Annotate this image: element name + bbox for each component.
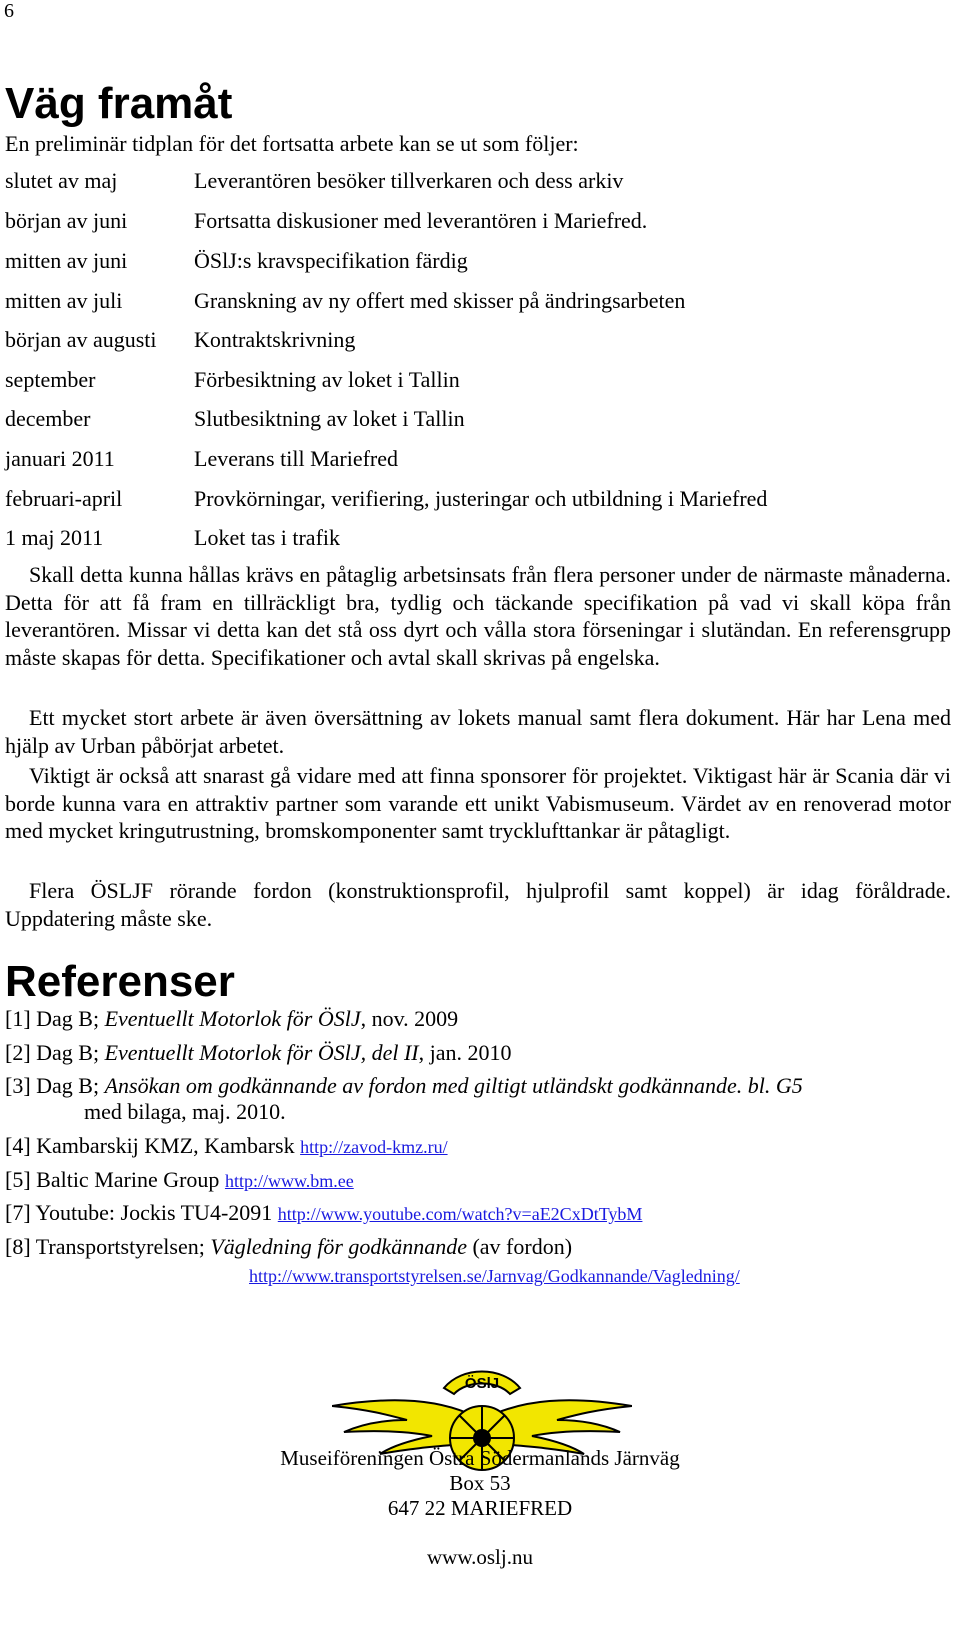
reference-7: [7] Youtube: Jockis TU4-2091 http://www.youtube.com/watch?v=aE2CxDtTybM xyxy=(5,1200,643,1225)
schedule-activity: Fortsatta diskusioner med leverantören i Mariefred. xyxy=(194,208,648,233)
reference-2: [2] Dag B; Eventuellt Motorlok för ÖSlJ, del II, jan. 2010 xyxy=(5,1040,512,1065)
reference-8-link[interactable]: http://www.transportstyrelsen.se/Jarnvag/Godkannande/Vagledning/ xyxy=(249,1266,740,1286)
reference-8-title: Vägledning för godkännande xyxy=(210,1234,467,1259)
reference-5-link[interactable]: http://www.bm.ee xyxy=(224,1171,354,1191)
paragraph-1 xyxy=(5,561,951,671)
schedule-when: 1 maj 2011 xyxy=(5,525,104,550)
schedule-when: mitten av juli xyxy=(5,288,123,313)
paragraph-3-text: Viktigt är också att snarast gå vidare med att finna sponsorer för projektet. Viktigast här är Scania där vi borde kunna vara en attraktiv partner som varande ett unikt Vabismuseum. Värdet av en renoverad motor med mycket kringutrustning, bromskomponenter samt trycklufttankar är påtagligt. xyxy=(5,763,951,843)
reference-3: [3] Dag B; Ansökan om godkännande av fordon med giltigt utländskt godkännande. bl. G5 xyxy=(5,1073,803,1098)
schedule-activity: Förbesiktning av loket i Tallin xyxy=(194,367,460,392)
schedule-activity: Leverantören besöker tillverkaren och dess arkiv xyxy=(194,168,624,193)
reference-4: [4] Kambarskij KMZ, Kambarsk http://zavod-kmz.ru/ xyxy=(5,1133,448,1158)
paragraph-2 xyxy=(5,704,951,759)
footer-web[interactable]: www.oslj.nu xyxy=(427,1545,533,1569)
paragraph-2-text: Ett mycket stort arbete är även översättning av lokets manual samt flera dokument. Här har Lena med hjälp av Urban påbörjat arbetet. xyxy=(5,705,951,758)
reference-7-link[interactable]: http://www.youtube.com/watch?v=aE2CxDtTybM xyxy=(277,1204,643,1224)
footer-box: Box 53 xyxy=(449,1471,511,1495)
section-heading-vag-framat: Väg framåt xyxy=(5,79,233,128)
reference-1: [1] Dag B; Eventuellt Motorlok för ÖSlJ, nov. 2009 xyxy=(5,1006,459,1031)
section-heading-referenser: Referenser xyxy=(5,957,235,1006)
schedule-when: december xyxy=(5,406,91,431)
schedule-when: januari 2011 xyxy=(5,446,115,471)
paragraph-3 xyxy=(5,762,951,845)
schedule-activity: Provkörningar, verifiering, justeringar och utbildning i Mariefred xyxy=(194,486,768,511)
logo-text: ÖSlJ xyxy=(464,1375,500,1392)
intro-text: En preliminär tidplan för det fortsatta arbete kan se ut som följer: xyxy=(5,131,579,156)
schedule-activity: Loket tas i trafik xyxy=(194,525,341,550)
paragraph-4-text: Flera ÖSLJF rörande fordon (konstruktionsprofil, hjulprofil samt koppel) är idag föråldrade. Uppdatering måste ske. xyxy=(5,878,951,931)
schedule-when: september xyxy=(5,367,96,392)
paragraph-1-text: Skall detta kunna hållas krävs en påtaglig arbetsinsats från flera personer under de närmaste månaderna. Detta för att få fram en tillräckligt bra, tydlig och täckande specifikation på vad vi skall köpa från leverantören. Missar vi detta kan det stå oss dyrt och vålla stora förseningar i slutändan. En referensgrupp måste skapas för detta. Specifikationer och avtal skall skrivas på engelska. xyxy=(5,562,951,670)
schedule-activity: Kontraktskrivning xyxy=(194,327,356,352)
schedule-activity: Granskning av ny offert med skisser på ändringsarbeten xyxy=(194,288,686,313)
schedule-when: början av augusti xyxy=(5,327,157,352)
reference-2-title: Eventuellt Motorlok för ÖSlJ, del II xyxy=(104,1040,419,1065)
footer-postal: 647 22 MARIEFRED xyxy=(387,1496,573,1520)
schedule-activity: Slutbesiktning av loket i Tallin xyxy=(194,406,465,431)
page-number: 6 xyxy=(4,0,14,22)
paragraph-4 xyxy=(5,877,951,932)
schedule-when: februari-april xyxy=(5,486,123,511)
footer-org: Museiföreningen Östra Södermanlands Järnväg xyxy=(280,1446,680,1470)
schedule-activity: ÖSlJ:s kravspecifikation färdig xyxy=(194,248,468,273)
reference-1-title: Eventuellt Motorlok för ÖSlJ xyxy=(104,1006,361,1031)
reference-8: [8] Transportstyrelsen; Vägledning för godkännande (av fordon) xyxy=(5,1234,573,1259)
reference-5: [5] Baltic Marine Group http://www.bm.ee xyxy=(5,1167,354,1192)
reference-4-link[interactable]: http://zavod-kmz.ru/ xyxy=(300,1137,448,1157)
schedule-activity: Leverans till Mariefred xyxy=(194,446,399,471)
reference-3-line2: med bilaga, maj. 2010. xyxy=(84,1099,286,1124)
reference-8-link-line xyxy=(249,1262,740,1288)
schedule-when: slutet av maj xyxy=(5,168,118,193)
reference-3-title: Ansökan om godkännande av fordon med giltigt utländskt godkännande. bl. G5 xyxy=(104,1073,803,1098)
schedule-when: början av juni xyxy=(5,208,128,233)
schedule-when: mitten av juni xyxy=(5,248,128,273)
